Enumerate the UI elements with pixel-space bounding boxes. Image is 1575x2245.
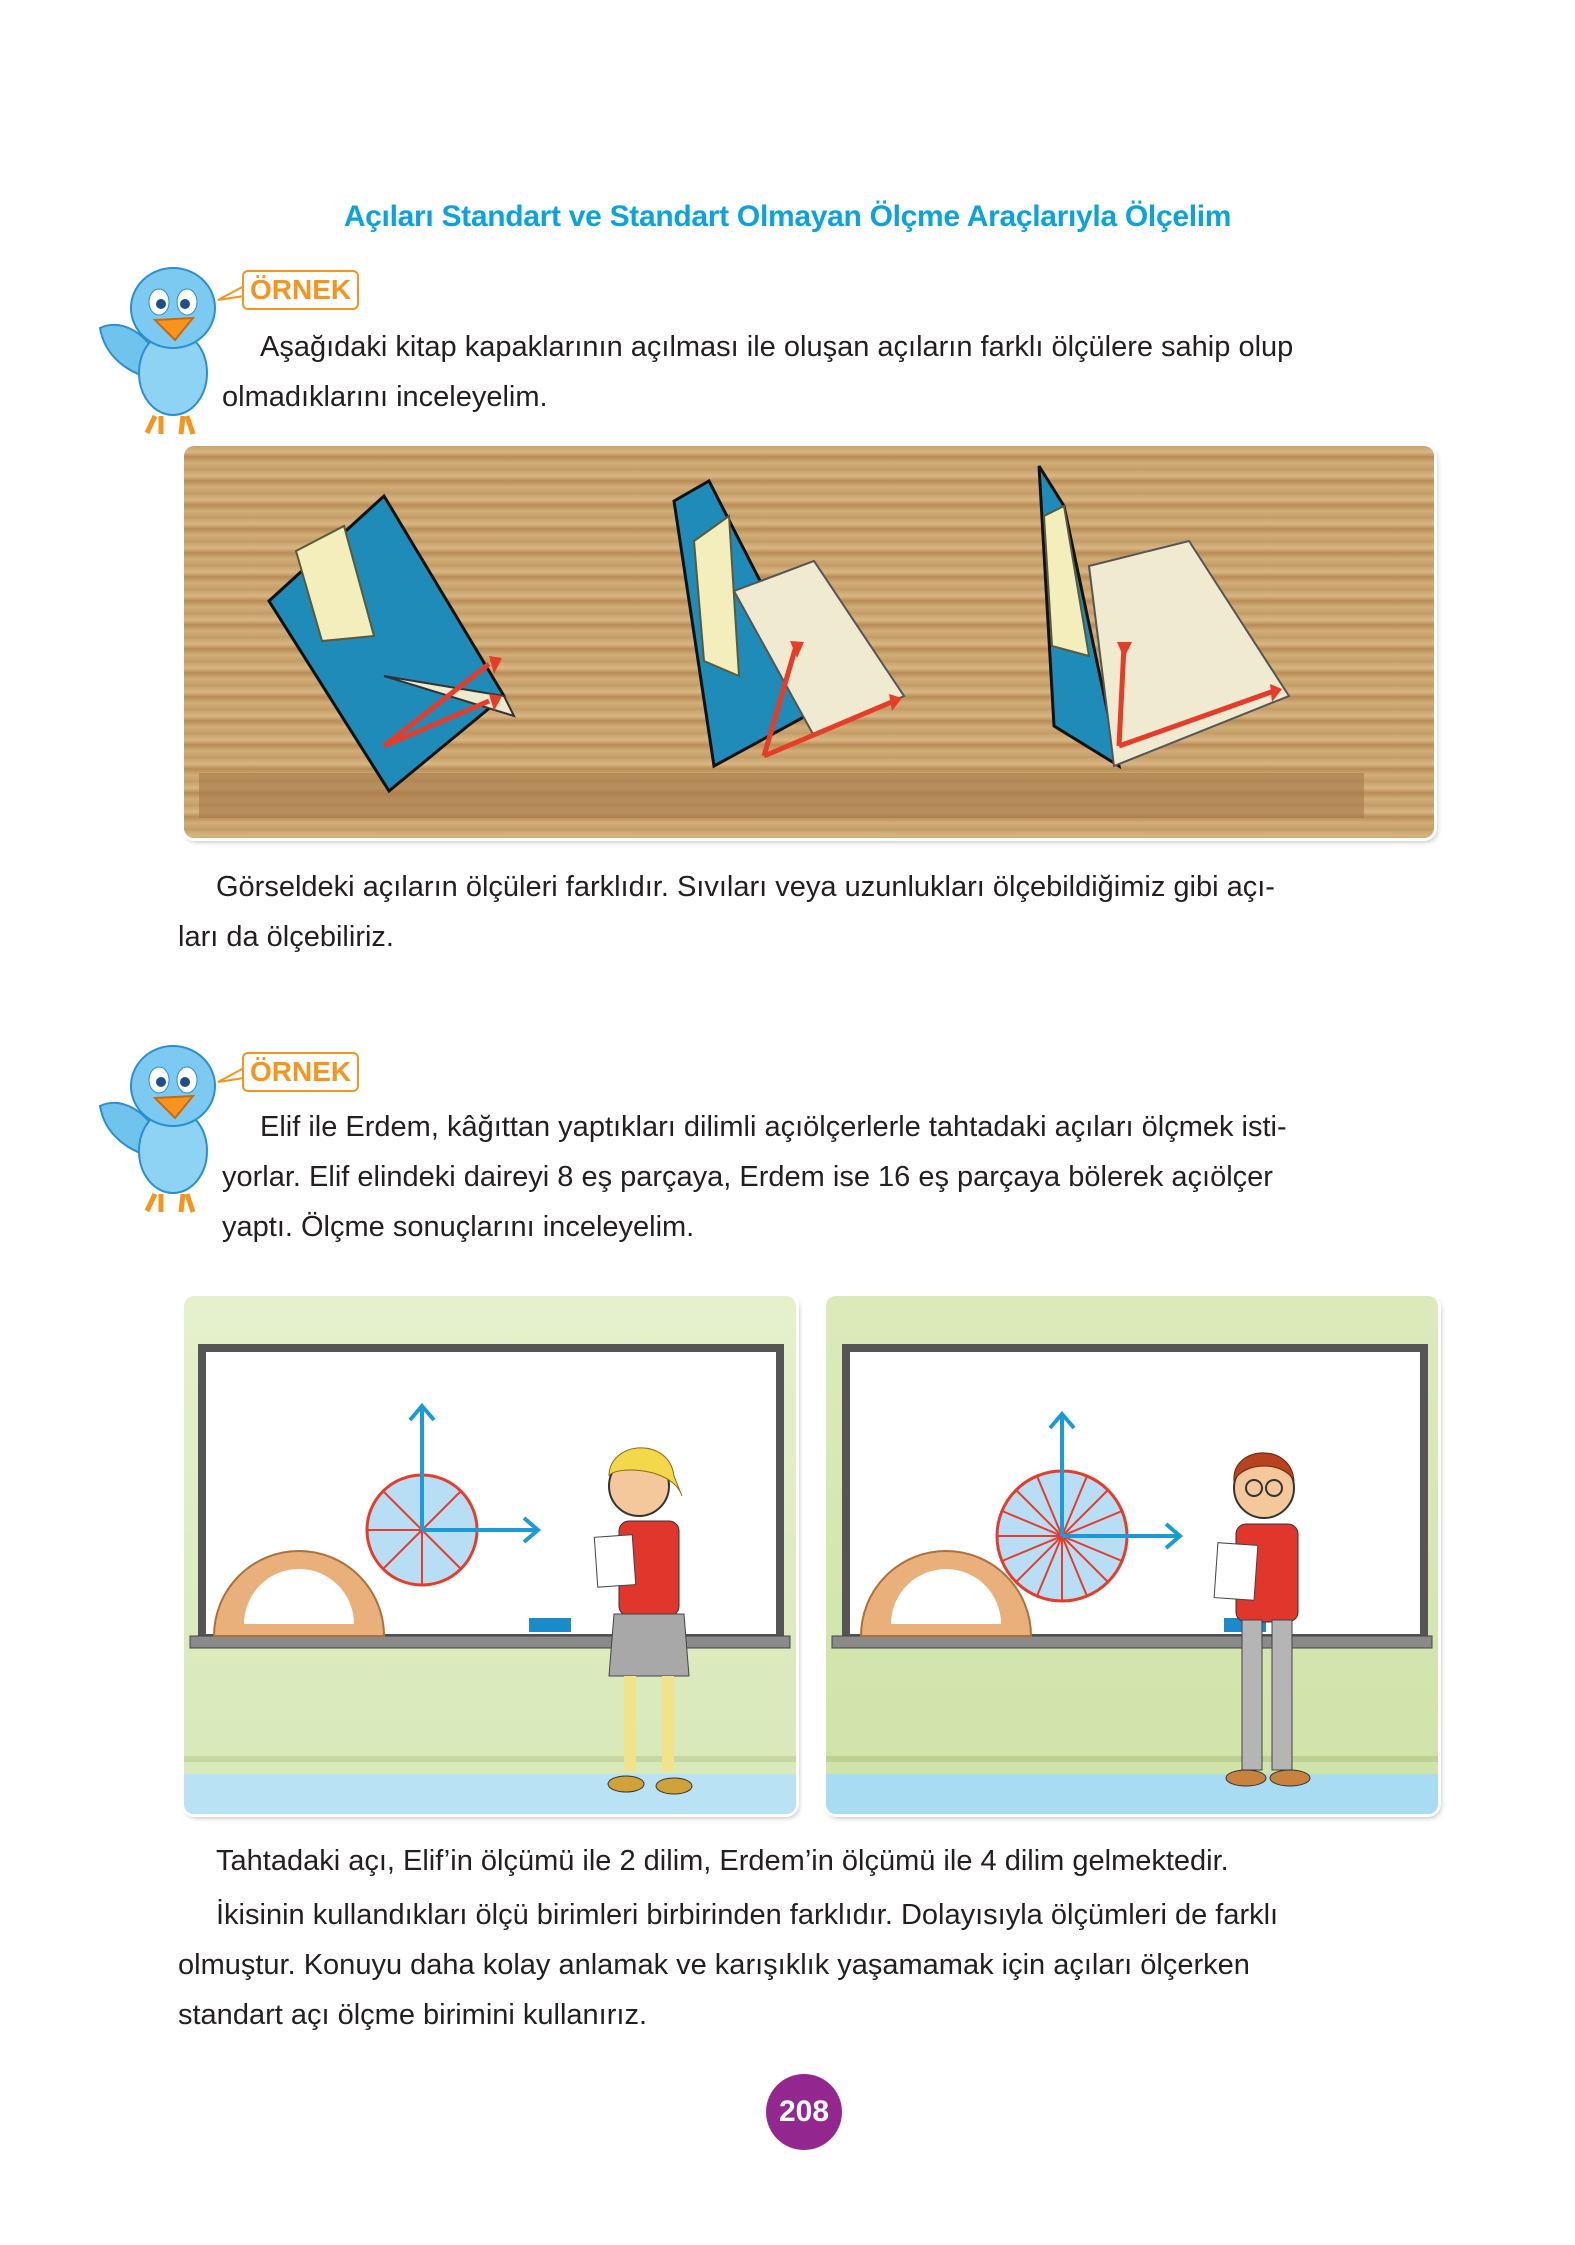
example2-results [178,1836,1440,2040]
books-illustration [184,446,1434,838]
result-line: Tahtadaki açı, Elif’in ölçümü ile 2 dilim, Erdem’in ölçümü ile 4 dilim gelmektedir. [216,1845,1229,1877]
elif-illustration [184,1296,796,1814]
page-title: Açıları Standart ve Standart Olmayan Ölçme Araçlarıyla Ölçelim [343,200,1232,233]
example2-line1: Elif ile Erdem, kâğıttan yaptıkları dilimli açıölçerlerle tahtadaki açıları ölçmek isti- [260,1111,1287,1143]
final-line3: standart açı ölçme birimini kullanırız. [178,1999,647,2031]
final-line2: olmuştur. Konuyu daha kolay anlamak ve karışıklık yaşamamak için açıları ölçerken [178,1949,1250,1981]
ornek-label-1: ÖRNEK [242,270,359,310]
books-on-table-image [184,446,1434,838]
erdem-illustration [826,1296,1438,1814]
example1-intro [222,322,1442,422]
blue-bird-icon [95,1036,235,1216]
erdem-whiteboard-image [826,1296,1438,1814]
conclusion-line2: ları da ölçebiliriz. [178,921,394,953]
example1-line2: olmadıklarını inceleyelim. [222,381,548,413]
example2-line3: yaptı. Ölçme sonuçlarını inceleyelim. [222,1211,695,1243]
example1-line1: Aşağıdaki kitap kapaklarının açılması ile oluşan açıların farklı ölçülere sahip olup [260,331,1294,363]
ornek-label-2: ÖRNEK [242,1052,359,1092]
example2-intro [222,1102,1442,1252]
conclusion-line1: Görseldeki açıların ölçüleri farklıdır. Sıvıları veya uzunlukları ölçebildiğimiz gibi açı- [216,871,1275,903]
example2-line2: yorlar. Elif elindeki daireyi 8 eş parçaya, Erdem ise 16 eş parçaya bölerek açıölçer [222,1161,1273,1193]
final-line1: İkisinin kullandıkları ölçü birimleri birbirinden farklıdır. Dolayısıyla ölçümleri de farklı [216,1899,1279,1931]
mascot-bird-1 [95,258,235,438]
blue-bird-icon [95,258,235,438]
page-number-badge: 208 [766,2074,842,2150]
example1-conclusion [178,862,1440,962]
elif-whiteboard-image [184,1296,796,1814]
mascot-bird-2 [95,1036,235,1216]
